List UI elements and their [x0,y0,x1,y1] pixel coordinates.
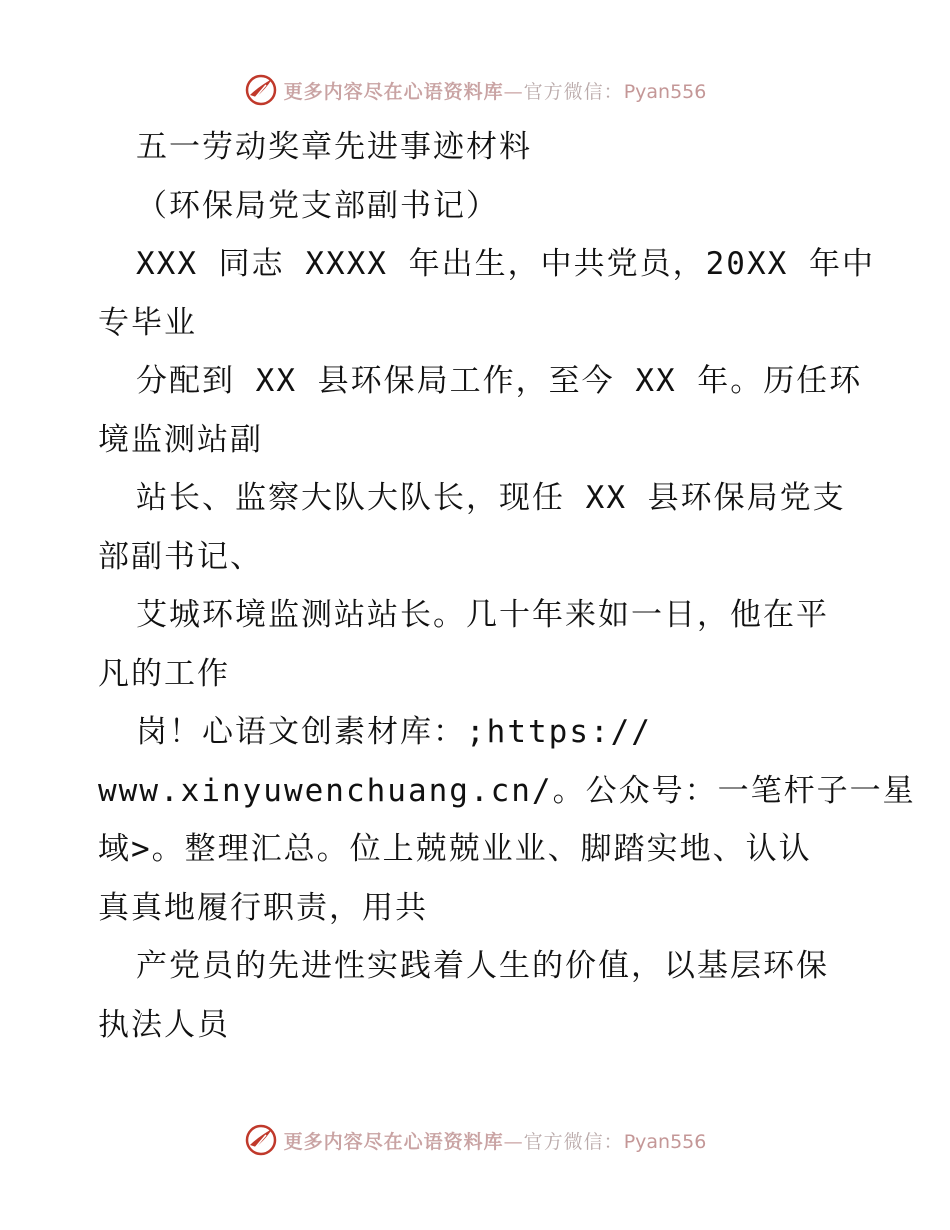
document-body [98,118,916,1054]
footer-banner-wechat-id: Pyan556 [623,1130,707,1153]
header-banner-text [284,77,707,104]
body-line: 艾城环境监测站站长。几十年来如一日，他在平 [136,597,829,633]
body-line: 部副书记、 [98,538,263,575]
footer-banner-wechat-label: 官方微信： [523,1130,624,1153]
body-line: 凡的工作 [98,655,230,692]
footer-banner-text [284,1127,707,1154]
header-banner-wechat-label: 官方微信： [523,80,624,103]
body-line: 站长、监察大队大队长，现任 XX 县环保局党支 [136,480,846,516]
footer-banner-main: 更多内容尽在心语资料库 [283,1130,504,1153]
body-line: 真真地履行职责，用共 [98,889,428,926]
document-title: 五一劳动奖章先进事迹材料 [136,129,532,165]
document-subtitle: （环保局党支部副书记） [136,187,499,224]
quill-pen-logo-icon [244,73,278,107]
body-line: 境监测站副 [98,421,263,458]
footer-watermark-banner [0,1120,950,1160]
footer-banner-separator: — [503,1130,524,1153]
header-banner-wechat-id: Pyan556 [623,80,707,103]
body-line: 分配到 XX 县环保局工作，至今 XX 年。历任环 [136,363,863,399]
body-line: 岗！心语文创素材库：;https:// [136,714,652,750]
header-banner-main: 更多内容尽在心语资料库 [283,80,504,103]
body-line: XXX 同志 XXXX 年出生，中共党员，20XX 年中 [136,246,875,282]
quill-pen-logo-icon [244,1123,278,1157]
body-line: 执法人员 [98,1006,230,1043]
body-line: www.xinyuwenchuang.cn/。公众号：一笔杆子一星 [98,772,916,809]
header-watermark-banner [0,70,950,110]
header-banner-separator: — [503,80,524,103]
body-line: 专毕业 [98,304,197,341]
body-line: 域>。整理汇总。位上兢兢业业、脚踏实地、认认 [98,831,812,867]
body-line: 产党员的先进性实践着人生的价值，以基层环保 [136,948,829,984]
